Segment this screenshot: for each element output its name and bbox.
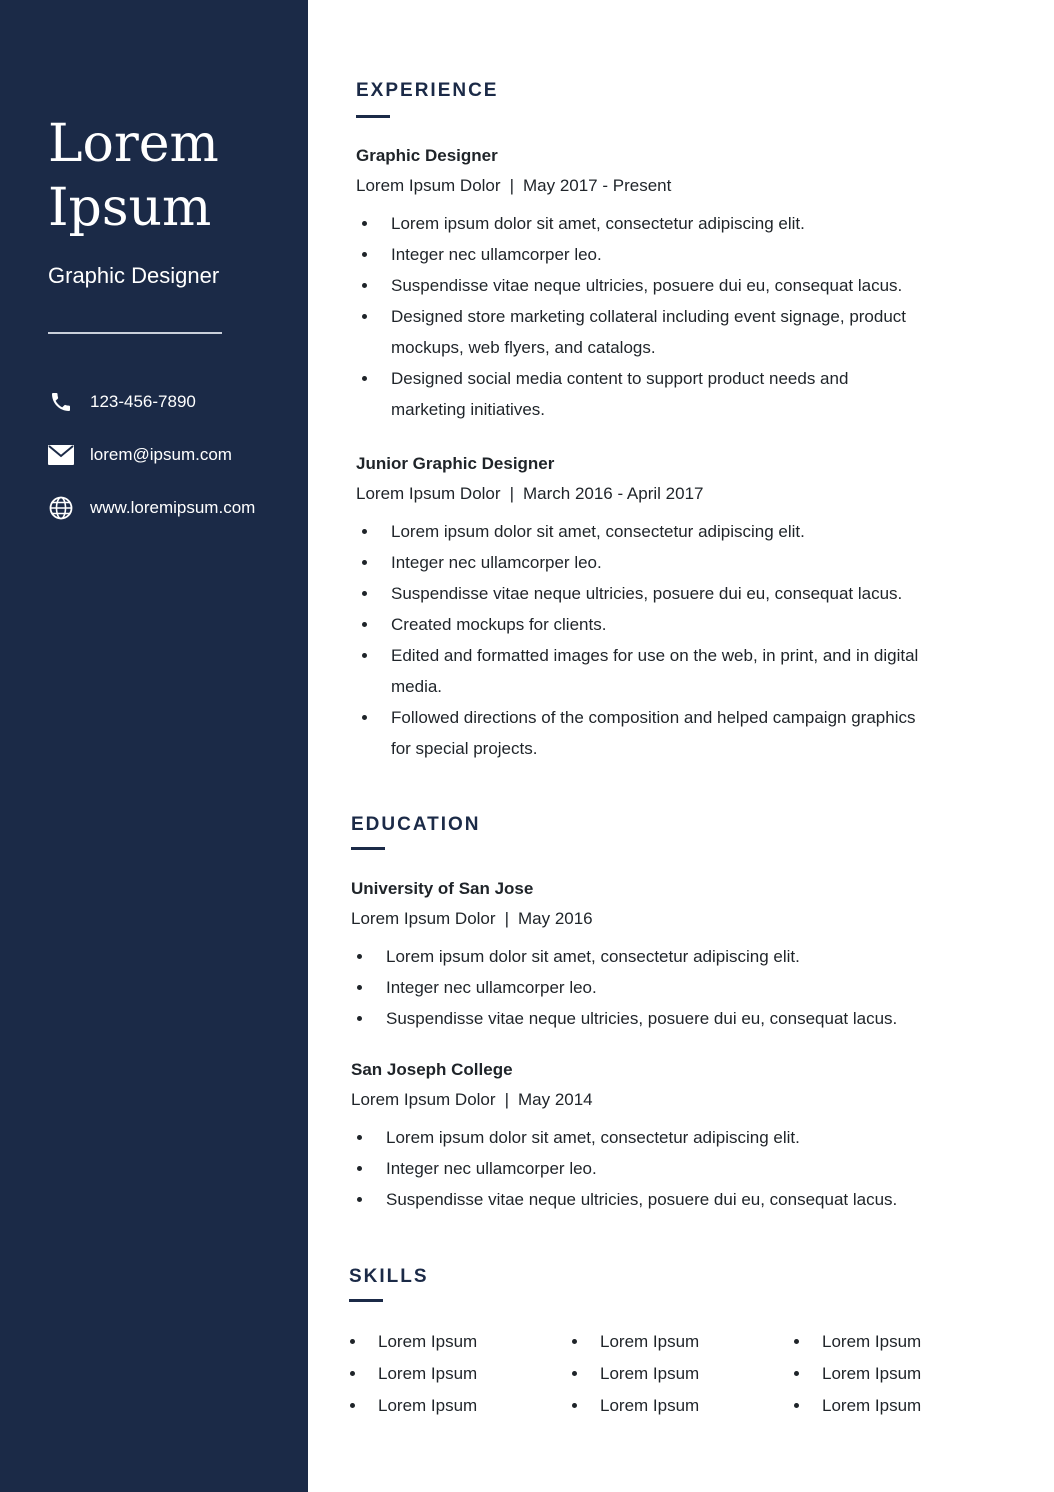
experience-heading: EXPERIENCE (356, 80, 499, 101)
job-role: Graphic Designer (48, 263, 220, 288)
bullet-item: Suspendisse vitae neque ultricies, posuere dui eu, consequat lacus. (351, 1184, 916, 1215)
bullet-item: Lorem ipsum dolor sit amet, consectetur adipiscing elit. (356, 516, 921, 547)
contact-website-text: www.loremipsum.com (90, 498, 256, 517)
bullet-item: Integer nec ullamcorper leo. (351, 1153, 916, 1184)
contact-email-text: lorem@ipsum.com (90, 445, 232, 464)
sidebar (0, 0, 308, 1492)
main-content (308, 0, 1054, 1492)
experience-entry (356, 452, 921, 764)
bullet-item: Suspendisse vitae neque ultricies, posuere dui eu, consequat lacus. (356, 578, 921, 609)
job-company: Lorem Ipsum Dolor (356, 484, 501, 503)
meta-separator: | (509, 176, 514, 195)
education-heading: EDUCATION (351, 814, 481, 835)
resume-name (48, 112, 219, 240)
bullet-item: Suspendisse vitae neque ultricies, posuere dui eu, consequat lacus. (356, 270, 921, 301)
bullet-item: Designed social media content to support product needs and marketing initiatives. (356, 363, 921, 425)
school-company: Lorem Ipsum Dolor (351, 1090, 496, 1109)
meta-separator: | (504, 1090, 509, 1109)
job-bullets (356, 208, 921, 425)
skill-item: Lorem Ipsum (792, 1390, 1014, 1422)
job-dates: March 2016 - April 2017 (522, 484, 704, 503)
name-first: Lorem (48, 114, 219, 174)
bullet-item: Lorem ipsum dolor sit amet, consectetur adipiscing elit. (351, 941, 916, 972)
education-rule (351, 847, 385, 850)
job-meta (356, 482, 921, 506)
skill-item: Lorem Ipsum (570, 1326, 792, 1358)
job-title: Graphic Designer (356, 146, 498, 165)
school-title: San Joseph College (351, 1060, 513, 1079)
job-bullets (356, 516, 921, 764)
job-meta (356, 174, 921, 198)
bullet-item: Designed store marketing collateral including event signage, product mockups, web flyers, and catalogs. (356, 301, 921, 363)
bullet-item: Followed directions of the composition and helped campaign graphics for special projects. (356, 702, 921, 764)
name-last: Ipsum (48, 178, 212, 238)
education-entry (351, 1058, 916, 1215)
skill-item: Lorem Ipsum (348, 1358, 570, 1390)
bullet-item: Lorem ipsum dolor sit amet, consectetur adipiscing elit. (351, 1122, 916, 1153)
globe-icon (48, 495, 74, 521)
skill-item: Lorem Ipsum (348, 1390, 570, 1422)
experience-rule (356, 115, 390, 118)
meta-separator: | (509, 484, 514, 503)
bullet-item: Lorem ipsum dolor sit amet, consectetur adipiscing elit. (356, 208, 921, 239)
bullet-item: Integer nec ullamcorper leo. (356, 239, 921, 270)
skills-heading: SKILLS (349, 1266, 429, 1287)
school-company: Lorem Ipsum Dolor (351, 909, 496, 928)
school-dates: May 2014 (517, 1090, 593, 1109)
experience-entry (356, 144, 921, 425)
bullet-item: Created mockups for clients. (356, 609, 921, 640)
school-meta (351, 1088, 916, 1112)
bullet-item: Suspendisse vitae neque ultricies, posuere dui eu, consequat lacus. (351, 1003, 916, 1034)
school-bullets (351, 1122, 916, 1215)
school-meta (351, 907, 916, 931)
education-entry (351, 877, 916, 1034)
school-dates: May 2016 (517, 909, 593, 928)
meta-separator: | (504, 909, 509, 928)
sidebar-divider (48, 332, 222, 334)
contact-website (48, 495, 255, 521)
job-company: Lorem Ipsum Dolor (356, 176, 501, 195)
skills-rule (349, 1299, 383, 1302)
phone-icon (48, 389, 74, 415)
bullet-item: Integer nec ullamcorper leo. (356, 547, 921, 578)
skill-item: Lorem Ipsum (570, 1358, 792, 1390)
skills-list (348, 1326, 1014, 1422)
school-title: University of San Jose (351, 879, 534, 898)
contact-phone (48, 389, 196, 415)
skill-item: Lorem Ipsum (348, 1326, 570, 1358)
contact-email (48, 442, 232, 468)
contact-phone-text: 123-456-7890 (90, 392, 196, 411)
job-title: Junior Graphic Designer (356, 454, 555, 473)
job-dates: May 2017 - Present (522, 176, 672, 195)
envelope-icon (48, 442, 74, 468)
skill-item: Lorem Ipsum (570, 1390, 792, 1422)
bullet-item: Integer nec ullamcorper leo. (351, 972, 916, 1003)
skill-item: Lorem Ipsum (792, 1326, 1014, 1358)
school-bullets (351, 941, 916, 1034)
skill-item: Lorem Ipsum (792, 1358, 1014, 1390)
bullet-item: Edited and formatted images for use on the web, in print, and in digital media. (356, 640, 921, 702)
